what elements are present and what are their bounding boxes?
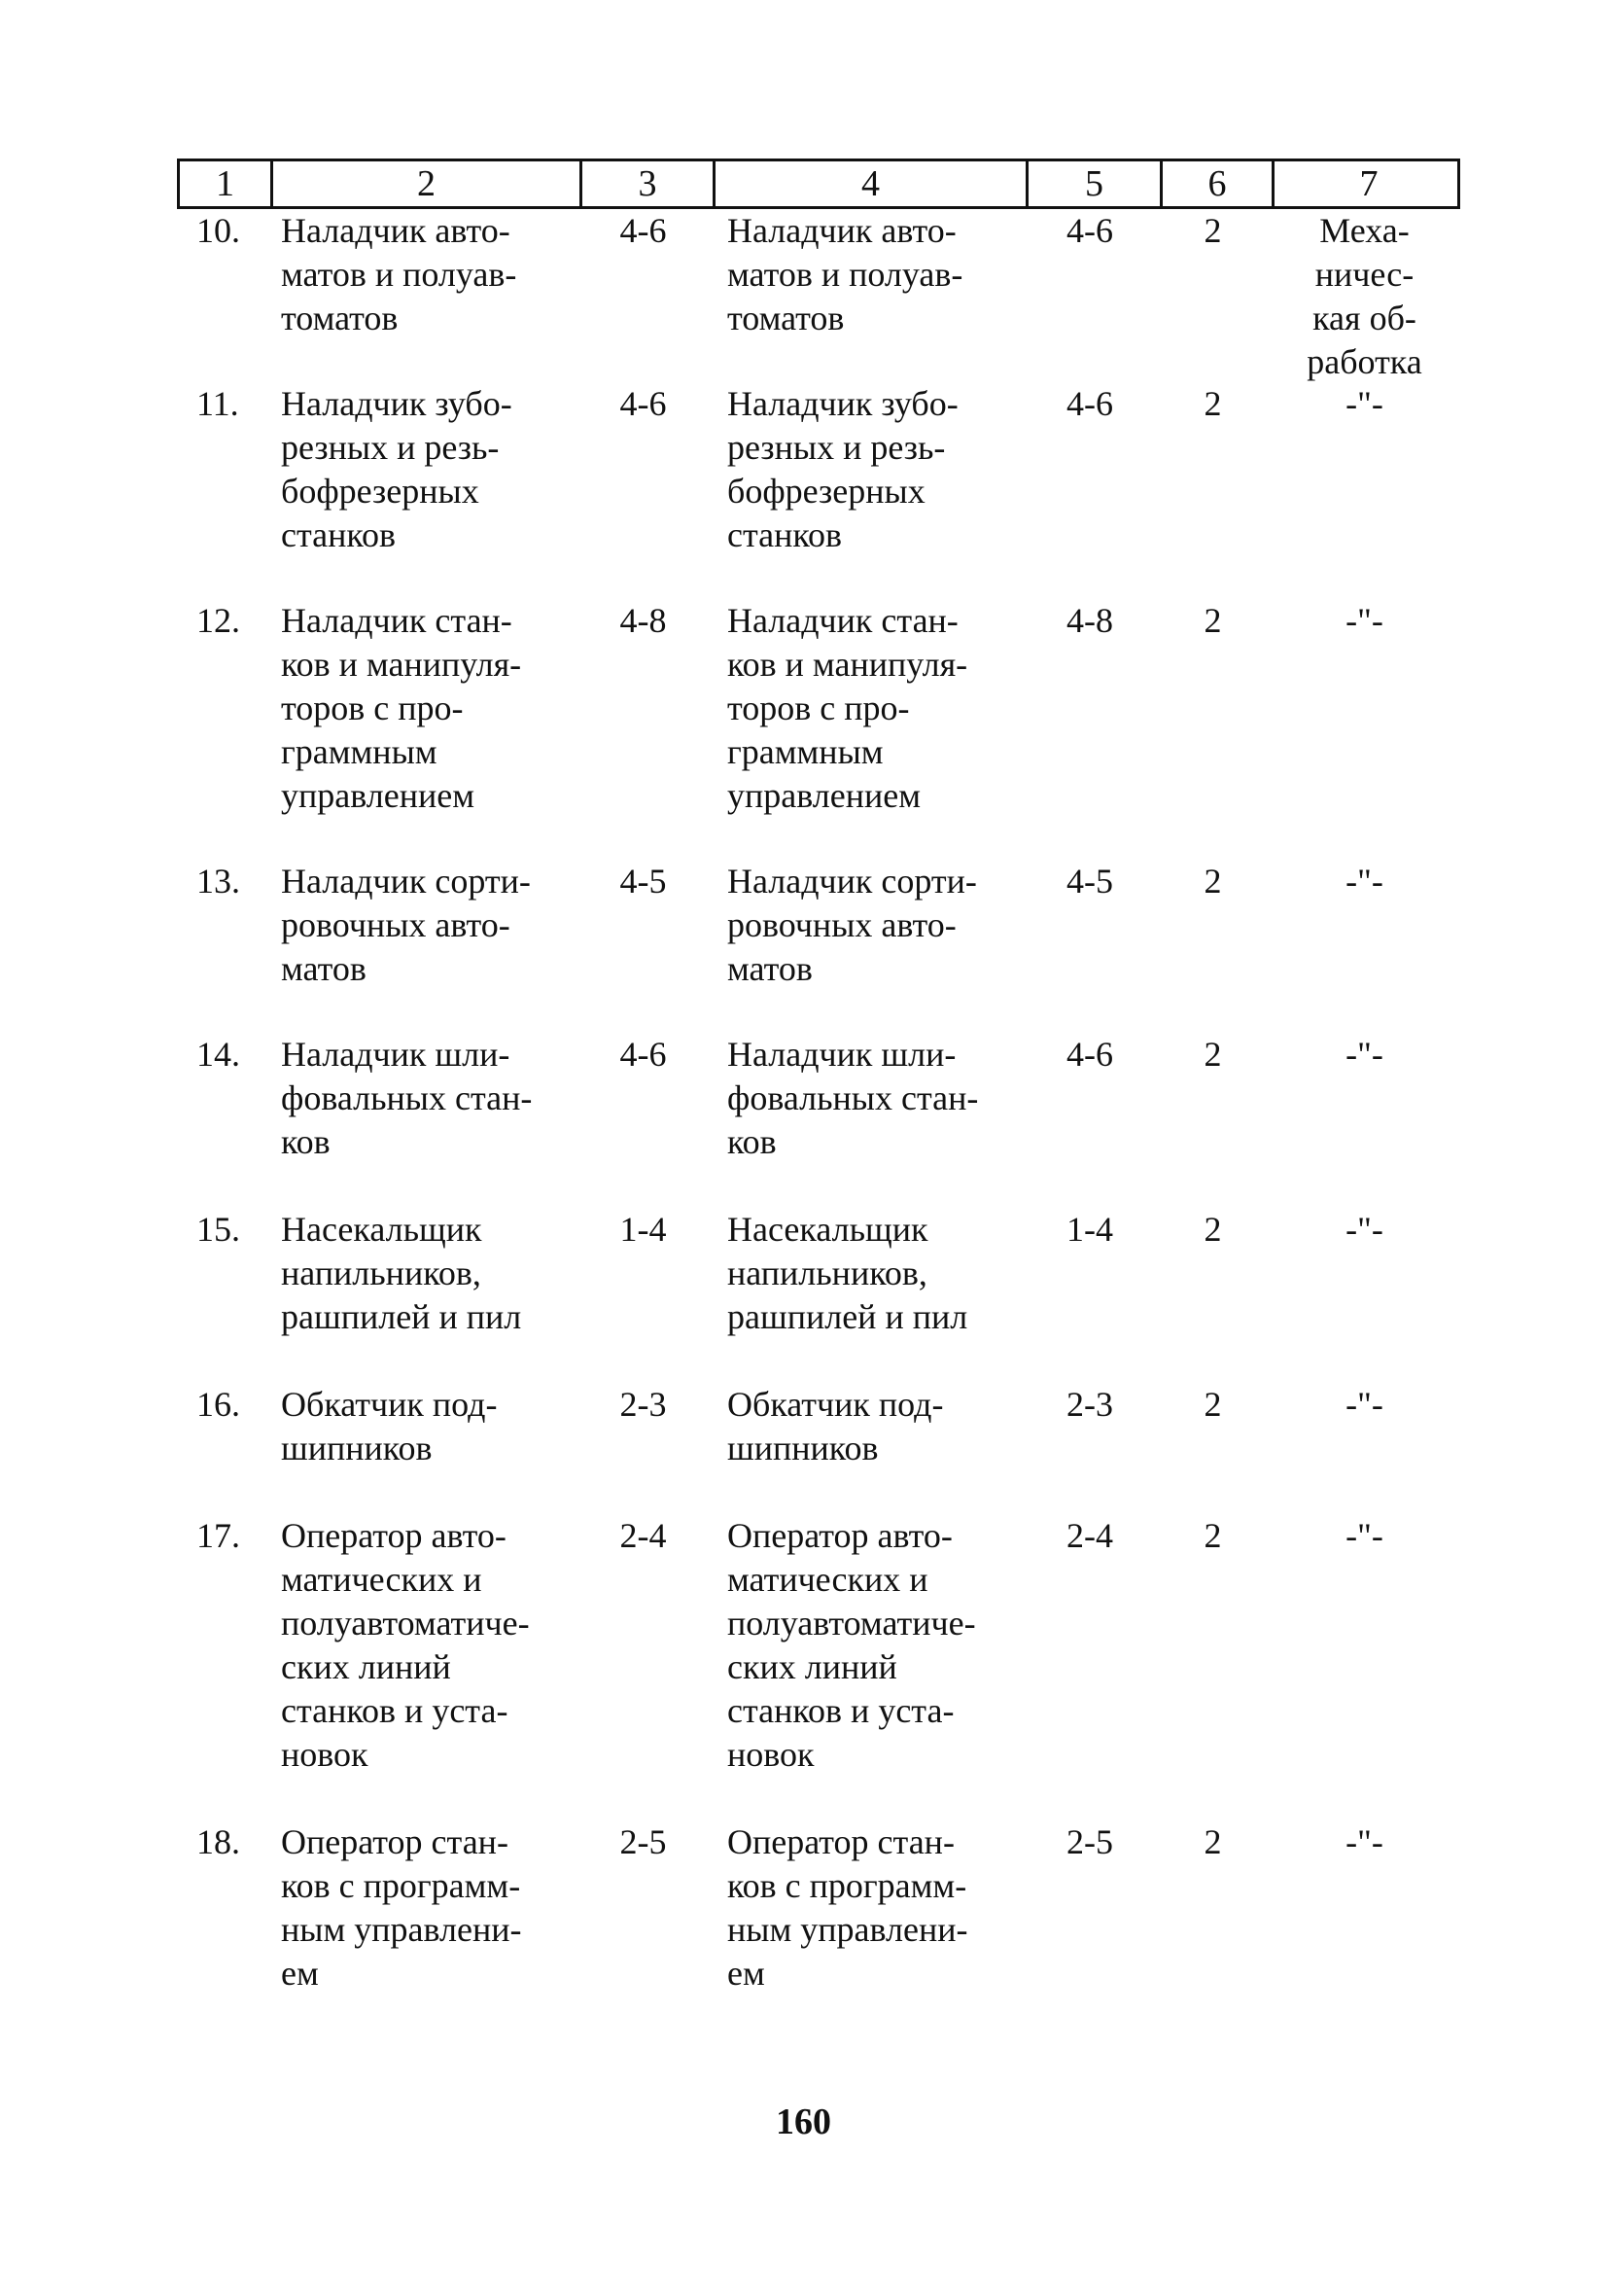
period-value: 2 <box>1204 862 1222 901</box>
profession-name: Обкатчик под- шипников <box>281 1385 498 1467</box>
table-row <box>177 1820 1460 2005</box>
table-row <box>177 382 1460 599</box>
period-value: 2 <box>1204 1035 1222 1074</box>
profession-name: Наладчик зубо- резных и резь- бофрезерных станков <box>281 384 512 554</box>
grade-range: 2-3 <box>619 1385 667 1424</box>
column-number-2: 2 <box>270 161 579 206</box>
period-value: 2 <box>1204 1210 1222 1249</box>
profession-name-new: Наладчик шли- фовальных стан- ков <box>727 1035 979 1161</box>
grade-range: 2-4 <box>619 1516 667 1555</box>
profession-name-new: Оператор авто- матических и полуавтоматиче- ских линий станков и уста- новок <box>727 1516 976 1774</box>
table-row <box>177 1383 1460 1514</box>
grade-range: 2-5 <box>619 1822 667 1861</box>
section-name: -"- <box>1345 1822 1383 1861</box>
grade-range: 4-6 <box>619 211 667 250</box>
grade-range-new: 4-6 <box>1066 1035 1113 1074</box>
period-value: 2 <box>1204 1385 1222 1424</box>
section-name: -"- <box>1345 1035 1383 1074</box>
row-number: 13. <box>196 862 240 901</box>
row-number: 10. <box>196 211 240 250</box>
column-number-1: 1 <box>216 163 234 204</box>
grade-range-new: 4-5 <box>1066 862 1113 901</box>
table-row <box>177 1033 1460 1208</box>
profession-name-new: Наладчик авто- матов и полуав- томатов <box>727 211 963 337</box>
row-number: 18. <box>196 1822 240 1861</box>
section-name: -"- <box>1345 1516 1383 1555</box>
period-value: 2 <box>1204 211 1222 250</box>
profession-name: Оператор стан- ков с программ- ным управлени- ем <box>281 1822 522 1993</box>
column-number-header <box>177 159 1460 209</box>
row-number: 12. <box>196 601 240 640</box>
column-number-6: 6 <box>1160 161 1272 206</box>
grade-range-new: 2-5 <box>1066 1822 1113 1861</box>
table-row <box>177 1514 1460 1820</box>
profession-name-new: Оператор стан- ков с программ- ным управлени- ем <box>727 1822 968 1993</box>
profession-name: Наладчик стан- ков и манипуля- торов с про- граммным управлением <box>281 601 522 815</box>
profession-name-new: Обкатчик под- шипников <box>727 1385 944 1467</box>
section-name: -"- <box>1345 862 1383 901</box>
row-number: 17. <box>196 1516 240 1555</box>
section-name: -"- <box>1345 601 1383 640</box>
profession-table-body <box>177 209 1460 2005</box>
section-name: -"- <box>1345 1210 1383 1249</box>
row-number: 11. <box>196 384 239 423</box>
grade-range: 1-4 <box>619 1210 667 1249</box>
profession-name-new: Наладчик стан- ков и манипуля- торов с про- граммным управлением <box>727 601 968 815</box>
profession-name: Наладчик шли- фовальных стан- ков <box>281 1035 533 1161</box>
page-number: 160 <box>776 2102 831 2142</box>
row-number: 14. <box>196 1035 240 1074</box>
period-value: 2 <box>1204 1822 1222 1861</box>
grade-range-new: 4-6 <box>1066 211 1113 250</box>
grade-range-new: 2-4 <box>1066 1516 1113 1555</box>
column-number-5: 5 <box>1026 161 1160 206</box>
grade-range-new: 4-6 <box>1066 384 1113 423</box>
grade-range: 4-5 <box>619 862 667 901</box>
row-number: 15. <box>196 1210 240 1249</box>
grade-range: 4-8 <box>619 601 667 640</box>
grade-range-new: 4-8 <box>1066 601 1113 640</box>
profession-name: Оператор авто- матических и полуавтоматиче- ских линий станков и уста- новок <box>281 1516 530 1774</box>
profession-name: Наладчик сорти- ровочных авто- матов <box>281 862 531 988</box>
profession-name-new: Насекальщик напильников, рашпилей и пил <box>727 1210 968 1336</box>
grade-range: 4-6 <box>619 384 667 423</box>
grade-range-new: 2-3 <box>1066 1385 1113 1424</box>
table-row <box>177 1208 1460 1383</box>
profession-name-new: Наладчик сорти- ровочных авто- матов <box>727 862 977 988</box>
period-value: 2 <box>1204 384 1222 423</box>
table-row <box>177 860 1460 1033</box>
grade-range: 4-6 <box>619 1035 667 1074</box>
table-row <box>177 599 1460 860</box>
column-number-4: 4 <box>713 161 1026 206</box>
grade-range-new: 1-4 <box>1066 1210 1113 1249</box>
profession-name: Насекальщик напильников, рашпилей и пил <box>281 1210 522 1336</box>
section-name: -"- <box>1345 1385 1383 1424</box>
period-value: 2 <box>1204 601 1222 640</box>
row-number: 16. <box>196 1385 240 1424</box>
section-name: -"- <box>1345 384 1383 423</box>
period-value: 2 <box>1204 1516 1222 1555</box>
profession-name-new: Наладчик зубо- резных и резь- бофрезерных станков <box>727 384 959 554</box>
section-name: Меха- ничес- кая об- работка <box>1307 211 1422 381</box>
column-number-7: 7 <box>1272 161 1463 206</box>
profession-name: Наладчик авто- матов и полуав- томатов <box>281 211 517 337</box>
table-row <box>177 209 1460 382</box>
column-number-3: 3 <box>579 161 713 206</box>
